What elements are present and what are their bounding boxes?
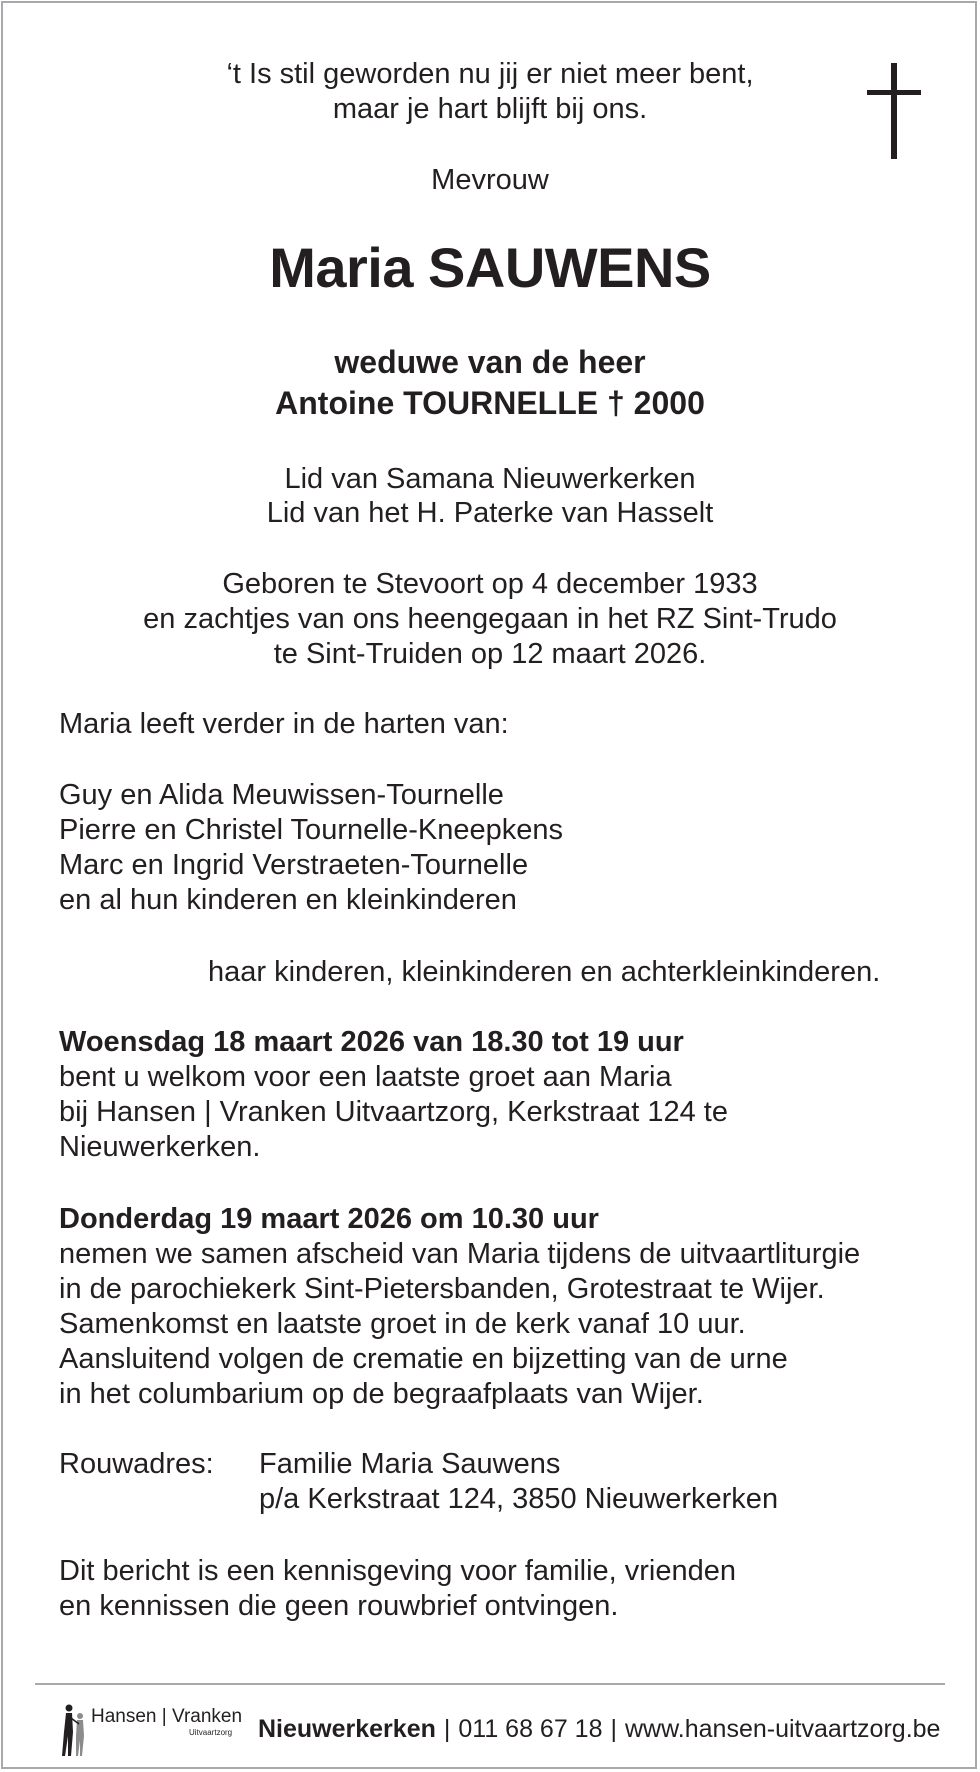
visitation-line: Nieuwerkerken. [59,1131,261,1163]
survivors-signoff: haar kinderen, kleinkinderen en achterkleinkinderen. [208,956,881,988]
birth-death-line-1: Geboren te Stevoort op 4 december 1933 [222,568,758,600]
funeral-line: nemen we samen afscheid van Maria tijdens de uitvaartliturgie [59,1238,861,1270]
notice-line-1: Dit bericht is een kennisgeving voor familie, vrienden [59,1555,737,1587]
address-line: p/a Kerkstraat 124, 3850 Nieuwerkerken [259,1483,779,1515]
visitation-line: bent u welkom voor een laatste groet aan Maria [59,1061,672,1093]
birth-death-line-3: te Sint-Truiden op 12 maart 2026. [273,638,707,670]
salutation: Mevrouw [431,164,549,196]
funeral-line: in het columbarium op de begraafplaats van Wijer. [59,1378,704,1410]
verse-line-1: ‘t Is stil geworden nu jij er niet meer bent, [226,58,754,90]
birth-death-line-2: en zachtjes van ons heengegaan in het RZ Sint-Trudo [143,603,837,635]
footer-divider [35,1683,945,1685]
membership-line-1: Lid van Samana Nieuwerkerken [284,463,696,495]
logo-subtext: Uitvaartzorg [189,1728,233,1737]
footer-location: Nieuwerkerken [258,1715,436,1743]
funeral-heading: Donderdag 19 maart 2026 om 10.30 uur [59,1203,599,1235]
survivor-line: Marc en Ingrid Verstraeten-Tournelle [59,849,529,881]
spouse-line-1: weduwe van de heer [334,344,646,380]
logo-wordmark: Hansen | Vranken [91,1706,243,1727]
footer-separator: | [443,1715,451,1743]
footer-phone[interactable]: 011 68 67 18 [458,1715,603,1743]
footer [0,1700,980,1760]
footer-website-link[interactable]: www.hansen-uitvaartzorg.be [625,1715,941,1743]
deceased-name: Maria SAUWENS [269,236,711,299]
footer-contact [258,1714,940,1744]
footer-separator: | [610,1715,617,1743]
funeral-line: Aansluitend volgen de crematie en bijzetting van de urne [59,1343,788,1375]
survivor-line: Guy en Alida Meuwissen-Tournelle [59,779,504,811]
survivors-intro: Maria leeft verder in de harten van: [59,708,509,740]
mourning-figures-icon [59,1702,89,1758]
spouse-line-2: Antoine TOURNELLE † 2000 [275,385,705,421]
notice-line-2: en kennissen die geen rouwbrief ontvingen. [59,1590,619,1622]
visitation-heading: Woensdag 18 maart 2026 van 18.30 tot 19 uur [59,1026,684,1058]
funeral-line: Samenkomst en laatste groet in de kerk vanaf 10 uur. [59,1308,746,1340]
funeral-home-logo [57,1700,243,1760]
visitation-line: bij Hansen | Vranken Uitvaartzorg, Kerkstraat 124 te [59,1096,728,1128]
membership-line-2: Lid van het H. Paterke van Hasselt [266,497,714,529]
verse-line-2: maar je hart blijft bij ons. [332,93,648,125]
funeral-line: in de parochiekerk Sint-Pietersbanden, Grotestraat te Wijer. [59,1273,825,1305]
address-label: Rouwadres: [59,1448,214,1480]
address-line: Familie Maria Sauwens [259,1448,561,1480]
survivor-line: Pierre en Christel Tournelle-Kneepkens [59,814,564,846]
survivor-line: en al hun kinderen en kleinkinderen [59,884,517,916]
address-block [259,1447,778,1517]
